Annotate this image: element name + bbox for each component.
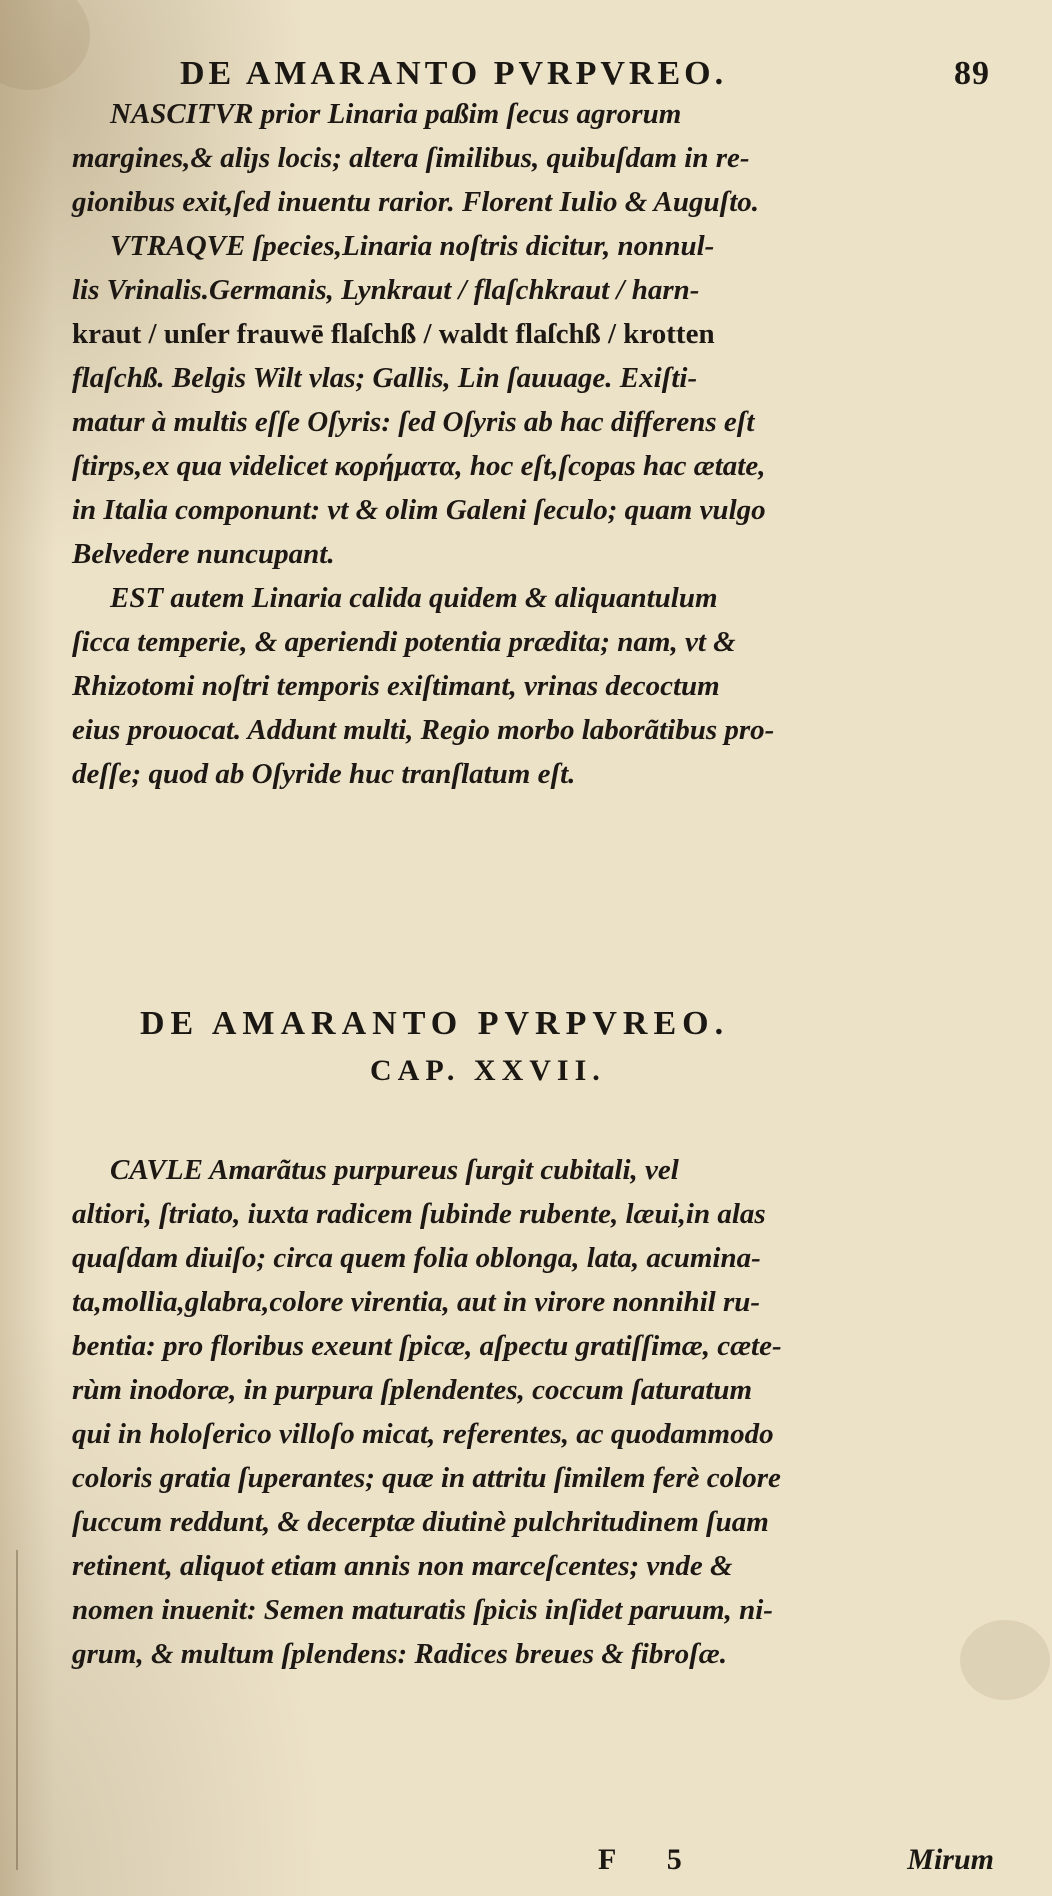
text-line: ſtirps,ex qua videlicet κορήματα, hoc eſt,ſcopas hac ætate, [72,450,766,482]
text-line: margines,& aliȷs locis; altera ſimilibus, quibuſdam in re- [72,142,750,174]
text-line: deſſe; quod ab Oſyride huc tranſlatum eſt. [72,758,576,790]
text-line: ta,mollia,glabra,colore virentia, aut in virore nonnihil ru- [72,1286,761,1318]
catchword: Mirum [907,1843,994,1876]
text-line: in Italia componunt: vt & olim Galeni ſeculo; quam vulgo [72,494,766,526]
text-line: qui in holoſerico villoſo micat, referentes, ac quodammodo [72,1418,774,1450]
text-line: bentia: pro floribus exeunt ſpicæ, aſpectu gratiſſimæ, cæte- [72,1330,782,1362]
text-block-top [72,92,1007,796]
running-title: DE AMARANTO PVRPVREO. [180,55,728,92]
page-edge-line [16,1550,18,1870]
text-line: NASCITVR prior Linaria paßim ſecus agrorum [110,98,682,130]
text-block-bottom [72,1148,1007,1676]
chapter-number: CAP. XXVII. [370,1054,606,1087]
text-line: VTRAQVE ſpecies,Linaria noſtris dicitur, nonnul- [110,230,715,262]
text-line: eius prouocat. Addunt multi, Regio morbo laborãtibus pro- [72,714,775,746]
text-line: ſuccum reddunt, & decerptæ diutinè pulchritudinem ſuam [72,1506,769,1538]
text-line: lis Vrinalis.Germanis, Lynkraut / flaſchkraut / harn- [72,274,700,306]
signature-mark: F 5 [598,1843,704,1876]
text-line: nomen inuenit: Semen maturatis ſpicis inſidet paruum, ni- [72,1594,773,1626]
page-footer [0,1843,1052,1883]
text-line: Belvedere nuncupant. [72,538,335,570]
paper-stain [0,0,90,90]
text-line: quaſdam diuiſo; circa quem folia oblonga, lata, acumina- [72,1242,761,1274]
text-line: rùm inodoræ, in purpura ſplendentes, coccum ſaturatum [72,1374,752,1406]
text-line: kraut / unſer frauwē flaſchß / waldt flaſchß / krotten [72,318,715,350]
text-line: coloris gratia ſuperantes; quæ in attritu ſimilem ferè colore [72,1462,781,1494]
text-line: CAVLE Amarãtus purpureus ſurgit cubitali, vel [110,1154,679,1186]
page-number: 89 [954,55,990,92]
text-line: flaſchß. Belgis Wilt vlas; Gallis, Lin ſauuage. Exiſti- [72,362,698,394]
chapter-heading: DE AMARANTO PVRPVREO. [140,1005,730,1042]
text-line: Rhizotomi noſtri temporis exiſtimant, vrinas decoctum [72,670,720,702]
text-line: gionibus exit,ſed inuentu rarior. Florent Iulio & Auguſto. [72,186,760,218]
text-line: matur à multis eſſe Oſyris: ſed Oſyris ab hac differens eſt [72,406,755,438]
text-line: retinent, aliquot etiam annis non marceſcentes; vnde & [72,1550,733,1582]
text-line: altiori, ſtriato, iuxta radicem ſubinde rubente, læui,in alas [72,1198,766,1230]
text-line: ſicca temperie, & aperiendi potentia prædita; nam, vt & [72,626,736,658]
text-line: grum, & multum ſplendens: Radices breues & fibroſæ. [72,1638,727,1670]
text-line: EST autem Linaria calida quidem & aliquantulum [110,582,718,614]
